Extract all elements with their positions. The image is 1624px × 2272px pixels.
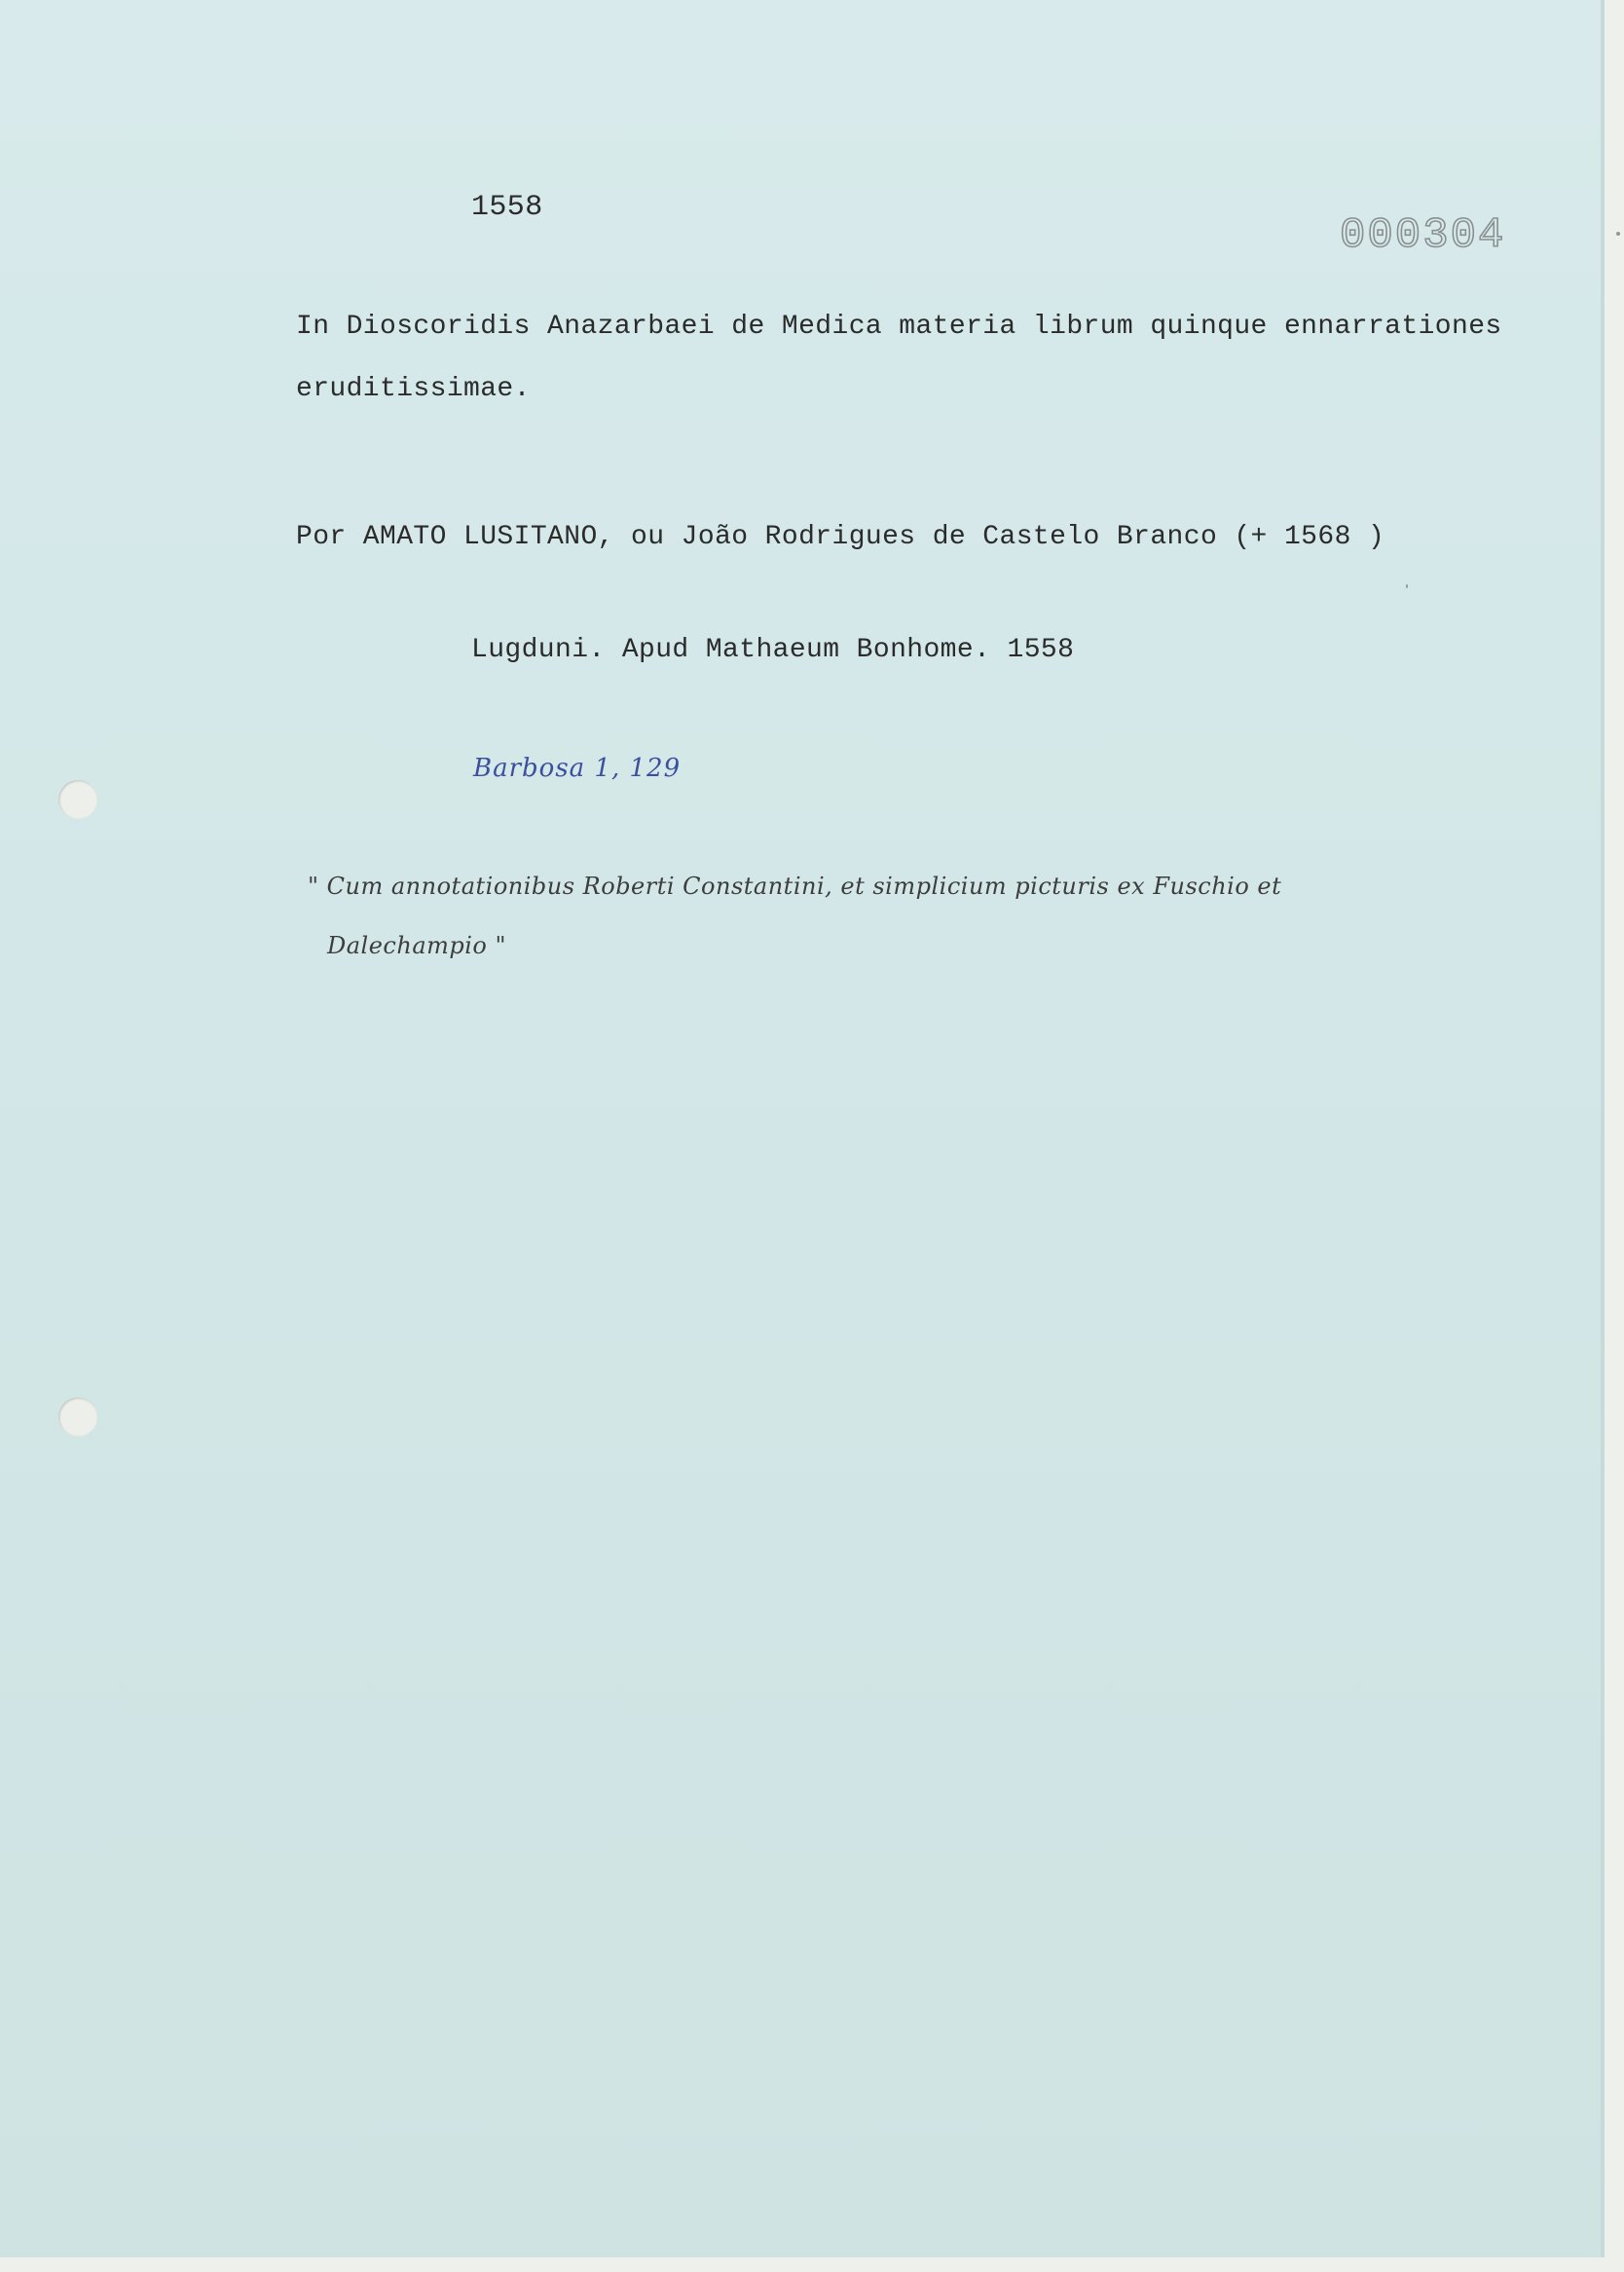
- stamp-number: 000304: [1340, 211, 1506, 260]
- title-line-1: In Dioscoridis Anazarbaei de Medica materia librum quinque ennarrationes: [296, 312, 1502, 342]
- title-line-2: eruditissimae.: [296, 374, 531, 404]
- year-heading: 1558: [471, 191, 543, 224]
- author-line: Por AMATO LUSITANO, ou João Rodrigues de Castelo Branco (+ 1568 ): [296, 522, 1385, 552]
- handwritten-quote-line-1: " Cum annotationibus Roberti Constantini, et simplicium picturis ex Fuschio et: [308, 873, 1282, 900]
- punch-hole: [58, 780, 97, 819]
- paper-speck: [1616, 232, 1620, 236]
- handwritten-quote-line-2: Dalechampio ": [327, 932, 507, 959]
- handwritten-reference: Barbosa 1, 129: [473, 754, 682, 783]
- paper-speck: [1406, 584, 1408, 588]
- punch-hole: [58, 1397, 97, 1436]
- imprint-line: Lugduni. Apud Mathaeum Bonhome. 1558: [471, 635, 1075, 665]
